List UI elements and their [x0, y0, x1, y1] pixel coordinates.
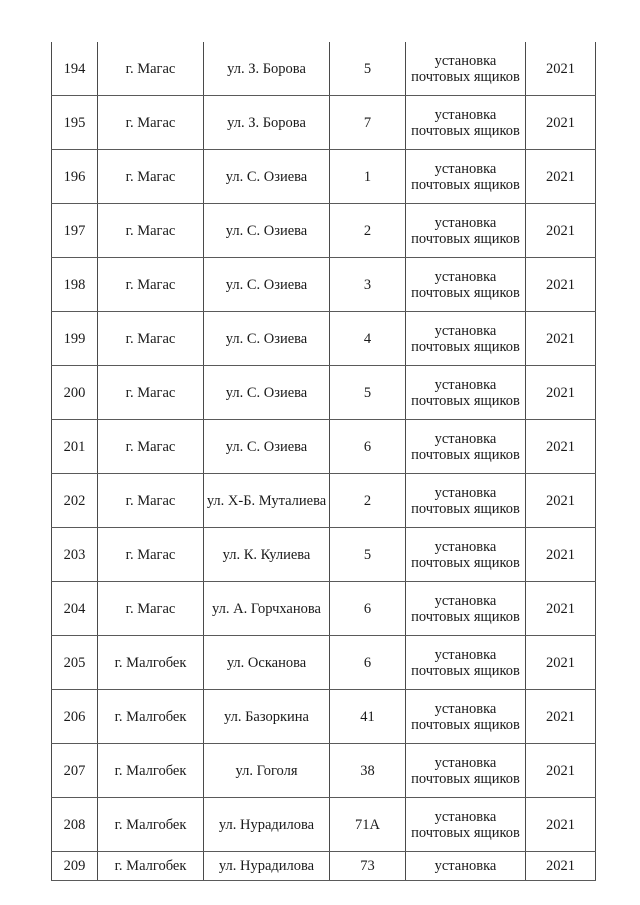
table-row [52, 582, 596, 636]
street-cell: ул. Х-Б. Муталиева [204, 474, 330, 528]
house-cell: 2 [330, 204, 406, 258]
city-cell: г. Малгобек [98, 852, 204, 881]
street-cell: ул. Гоголя [204, 744, 330, 798]
city-cell: г. Магас [98, 366, 204, 420]
city-cell: г. Магас [98, 474, 204, 528]
table-row [52, 312, 596, 366]
year-cell: 2021 [526, 744, 596, 798]
row-number: 207 [52, 744, 98, 798]
row-number: 209 [52, 852, 98, 881]
table-row [52, 96, 596, 150]
work-cell: установка почтовых ящиков [406, 474, 526, 528]
table-row [52, 42, 596, 96]
work-cell: установка [406, 852, 526, 881]
year-cell: 2021 [526, 420, 596, 474]
row-number: 196 [52, 150, 98, 204]
work-cell: установка почтовых ящиков [406, 258, 526, 312]
work-cell: установка почтовых ящиков [406, 96, 526, 150]
row-number: 206 [52, 690, 98, 744]
year-cell: 2021 [526, 474, 596, 528]
table-row [52, 690, 596, 744]
street-cell: ул. С. Озиева [204, 204, 330, 258]
year-cell: 2021 [526, 258, 596, 312]
city-cell: г. Магас [98, 582, 204, 636]
city-cell: г. Малгобек [98, 798, 204, 852]
row-number: 204 [52, 582, 98, 636]
house-cell: 7 [330, 96, 406, 150]
table-row [52, 744, 596, 798]
house-cell: 3 [330, 258, 406, 312]
table-row [52, 474, 596, 528]
street-cell: ул. С. Озиева [204, 258, 330, 312]
city-cell: г. Магас [98, 312, 204, 366]
row-number: 194 [52, 42, 98, 96]
table-row [52, 852, 596, 881]
house-cell: 6 [330, 582, 406, 636]
address-registry-table [51, 42, 596, 881]
row-number: 197 [52, 204, 98, 258]
work-cell: установка почтовых ящиков [406, 582, 526, 636]
year-cell: 2021 [526, 96, 596, 150]
row-number: 208 [52, 798, 98, 852]
house-cell: 38 [330, 744, 406, 798]
row-number: 200 [52, 366, 98, 420]
house-cell: 41 [330, 690, 406, 744]
street-cell: ул. З. Борова [204, 96, 330, 150]
house-cell: 73 [330, 852, 406, 881]
row-number: 195 [52, 96, 98, 150]
work-cell: установка почтовых ящиков [406, 150, 526, 204]
year-cell: 2021 [526, 42, 596, 96]
table-row [52, 150, 596, 204]
city-cell: г. Магас [98, 258, 204, 312]
house-cell: 71А [330, 798, 406, 852]
city-cell: г. Малгобек [98, 744, 204, 798]
street-cell: ул. К. Кулиева [204, 528, 330, 582]
year-cell: 2021 [526, 852, 596, 881]
work-cell: установка почтовых ящиков [406, 744, 526, 798]
city-cell: г. Магас [98, 528, 204, 582]
street-cell: ул. Базоркина [204, 690, 330, 744]
row-number: 201 [52, 420, 98, 474]
street-cell: ул. С. Озиева [204, 366, 330, 420]
city-cell: г. Магас [98, 42, 204, 96]
house-cell: 1 [330, 150, 406, 204]
table-row [52, 420, 596, 474]
year-cell: 2021 [526, 366, 596, 420]
year-cell: 2021 [526, 636, 596, 690]
work-cell: установка почтовых ящиков [406, 204, 526, 258]
row-number: 198 [52, 258, 98, 312]
year-cell: 2021 [526, 690, 596, 744]
year-cell: 2021 [526, 528, 596, 582]
house-cell: 6 [330, 420, 406, 474]
work-cell: установка почтовых ящиков [406, 42, 526, 96]
table-row [52, 204, 596, 258]
table-row [52, 258, 596, 312]
house-cell: 4 [330, 312, 406, 366]
work-cell: установка почтовых ящиков [406, 690, 526, 744]
year-cell: 2021 [526, 798, 596, 852]
work-cell: установка почтовых ящиков [406, 420, 526, 474]
work-cell: установка почтовых ящиков [406, 528, 526, 582]
city-cell: г. Малгобек [98, 636, 204, 690]
work-cell: установка почтовых ящиков [406, 636, 526, 690]
row-number: 202 [52, 474, 98, 528]
street-cell: ул. С. Озиева [204, 420, 330, 474]
row-number: 199 [52, 312, 98, 366]
street-cell: ул. А. Горчханова [204, 582, 330, 636]
table-row [52, 366, 596, 420]
year-cell: 2021 [526, 150, 596, 204]
year-cell: 2021 [526, 204, 596, 258]
city-cell: г. Магас [98, 150, 204, 204]
city-cell: г. Магас [98, 420, 204, 474]
work-cell: установка почтовых ящиков [406, 366, 526, 420]
row-number: 203 [52, 528, 98, 582]
city-cell: г. Магас [98, 96, 204, 150]
city-cell: г. Малгобек [98, 690, 204, 744]
street-cell: ул. Нурадилова [204, 798, 330, 852]
street-cell: ул. С. Озиева [204, 150, 330, 204]
house-cell: 6 [330, 636, 406, 690]
house-cell: 5 [330, 366, 406, 420]
table-body [52, 42, 596, 881]
street-cell: ул. С. Озиева [204, 312, 330, 366]
work-cell: установка почтовых ящиков [406, 312, 526, 366]
table-row [52, 528, 596, 582]
house-cell: 2 [330, 474, 406, 528]
house-cell: 5 [330, 528, 406, 582]
year-cell: 2021 [526, 582, 596, 636]
table-row [52, 636, 596, 690]
work-cell: установка почтовых ящиков [406, 798, 526, 852]
city-cell: г. Магас [98, 204, 204, 258]
row-number: 205 [52, 636, 98, 690]
house-cell: 5 [330, 42, 406, 96]
table-row [52, 798, 596, 852]
year-cell: 2021 [526, 312, 596, 366]
street-cell: ул. З. Борова [204, 42, 330, 96]
street-cell: ул. Нурадилова [204, 852, 330, 881]
street-cell: ул. Осканова [204, 636, 330, 690]
